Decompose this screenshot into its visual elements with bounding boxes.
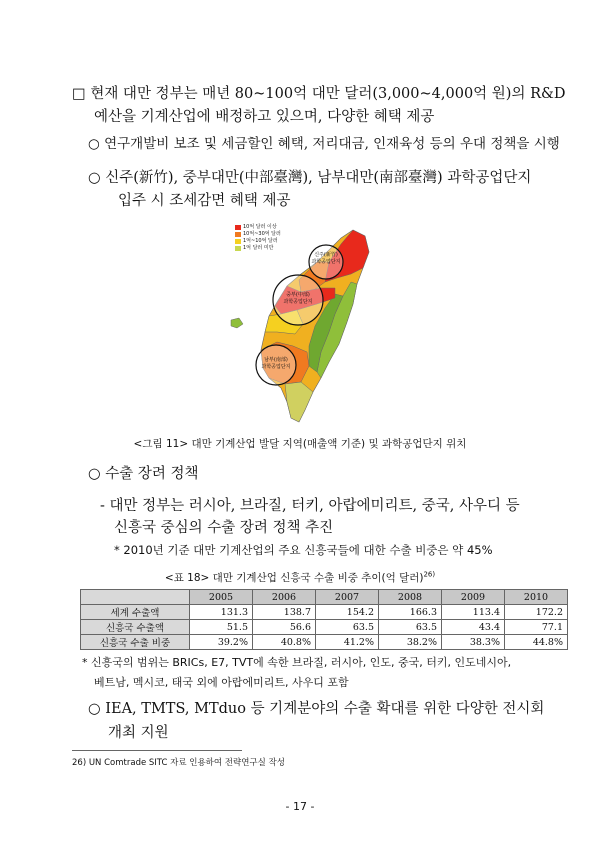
taiwan-map-figure (225, 222, 375, 427)
southern-park-label: 남부(南部) 과학공업단지 (261, 357, 291, 370)
intro-line-1: 현재 대만 정부는 매년 80~100억 대만 달러(3,000~4,000억 원)의 R&D (90, 86, 566, 102)
table-header-cell: 2007 (316, 590, 379, 605)
table-cell: 113.4 (442, 605, 505, 620)
table-row (81, 620, 568, 635)
taiwan-map (225, 222, 375, 427)
page-number: - 17 - (285, 800, 315, 813)
footnote-divider (72, 750, 242, 751)
sub-item-rnd-text: 연구개발비 보조 및 세금할인 혜택, 저리대금, 인재육성 등의 우대 정책을 시행 (104, 136, 560, 152)
dash-item-line-1: - 대만 정부는 러시아, 브라질, 터키, 아랍에미리트, 중국, 사우디 등 (100, 498, 520, 514)
legend-item: 1억 달러 미만 (235, 245, 281, 252)
sub-item-exhibition-line-1: IEA, TMTS, MTduo 등 기계분야의 수출 확대를 위한 다양한 전시회 (105, 701, 545, 717)
row-label: 신흥국 수출액 (81, 620, 190, 635)
table-cell: 172.2 (505, 605, 568, 620)
table-cell: 166.3 (379, 605, 442, 620)
table-cell: 63.5 (379, 620, 442, 635)
export-share-table (80, 589, 568, 650)
map-legend (235, 224, 281, 252)
table-caption: <표 18> 대만 기계산업 신흥국 수출 비중 추이(억 달러)$^{26)}$ (164, 570, 436, 584)
table-cell: 38.2% (379, 635, 442, 650)
table-cell: 44.8% (505, 635, 568, 650)
table-cell: 154.2 (316, 605, 379, 620)
legend-item: 1억~10억 달러 (235, 238, 281, 245)
emerging-market-note-line-1: * 신흥국의 범위는 BRICs, E7, TVT에 속한 브라질, 러시아, 인도, 중국, 터키, 인도네시아, (82, 656, 512, 669)
table-cell: 56.6 (253, 620, 316, 635)
footnote: 26) UN Comtrade SITC 자료 인용하여 전략연구실 작성 (72, 758, 285, 768)
table-cell: 39.2% (190, 635, 253, 650)
intro-paragraph (72, 82, 566, 106)
circle-bullet: ○ (88, 466, 101, 482)
table-header-cell: 2005 (190, 590, 253, 605)
sub-item-exhibition (88, 697, 544, 721)
table-cell: 40.8% (253, 635, 316, 650)
table-header-cell: 2010 (505, 590, 568, 605)
table-cell: 63.5 (316, 620, 379, 635)
table-cell: 41.2% (316, 635, 379, 650)
square-bullet: □ (72, 86, 86, 102)
table-header-row (81, 590, 568, 605)
table-cell: 138.7 (253, 605, 316, 620)
table-cell: 131.3 (190, 605, 253, 620)
sub-item-export (88, 462, 199, 486)
intro-line-2: 예산을 기계산업에 배정하고 있으며, 다양한 혜택 제공 (94, 109, 435, 125)
central-park-label: 중부(中部) 과학공업단지 (283, 292, 313, 305)
row-label: 신흥국 수출 비중 (81, 635, 190, 650)
dash-item-line-2: 신흥국 중심의 수출 장려 정책 추진 (114, 520, 334, 536)
hsinchu-park-label: 신주(新竹) 과학공업단지 (311, 252, 341, 265)
circle-bullet: ○ (88, 136, 100, 152)
penghu-islands (231, 318, 243, 328)
sub-item-parks-line-1: 신주(新竹), 중부대만(中部臺灣), 남부대만(南部臺灣) 과학공업단지 (105, 170, 532, 186)
table-cell: 43.4 (442, 620, 505, 635)
table-cell: 51.5 (190, 620, 253, 635)
table-header-cell: 2008 (379, 590, 442, 605)
sub-item-export-text: 수출 장려 정책 (105, 466, 199, 482)
sub-item-parks-line-2: 입주 시 조세감면 혜택 제공 (118, 193, 291, 209)
table-cell: 38.3% (442, 635, 505, 650)
table-header-cell: 2006 (253, 590, 316, 605)
figure-caption: <그림 11> 대만 기계산업 발달 지역(매출액 기준) 및 과학공업단지 위치 (133, 438, 467, 450)
sub-item-exhibition-line-2: 개최 지원 (108, 725, 169, 741)
legend-item: 10억~30억 달러 (235, 231, 281, 238)
sub-item-rnd (88, 133, 560, 155)
legend-item: 10억 달러 이상 (235, 224, 281, 231)
table-corner-cell (81, 590, 190, 605)
export-share-note: * 2010년 기준 대만 기계산업의 주요 신흥국들에 대한 수출 비중은 약 45% (114, 543, 493, 557)
circle-bullet: ○ (88, 701, 101, 717)
sub-item-parks (88, 166, 531, 190)
row-label: 세계 수출액 (81, 605, 190, 620)
table-row (81, 635, 568, 650)
emerging-market-note-line-2: 베트남, 멕시코, 태국 외에 아랍에미리트, 사우디 포함 (94, 676, 349, 689)
circle-bullet: ○ (88, 170, 101, 186)
table-row (81, 605, 568, 620)
table-cell: 77.1 (505, 620, 568, 635)
table-header-cell: 2009 (442, 590, 505, 605)
